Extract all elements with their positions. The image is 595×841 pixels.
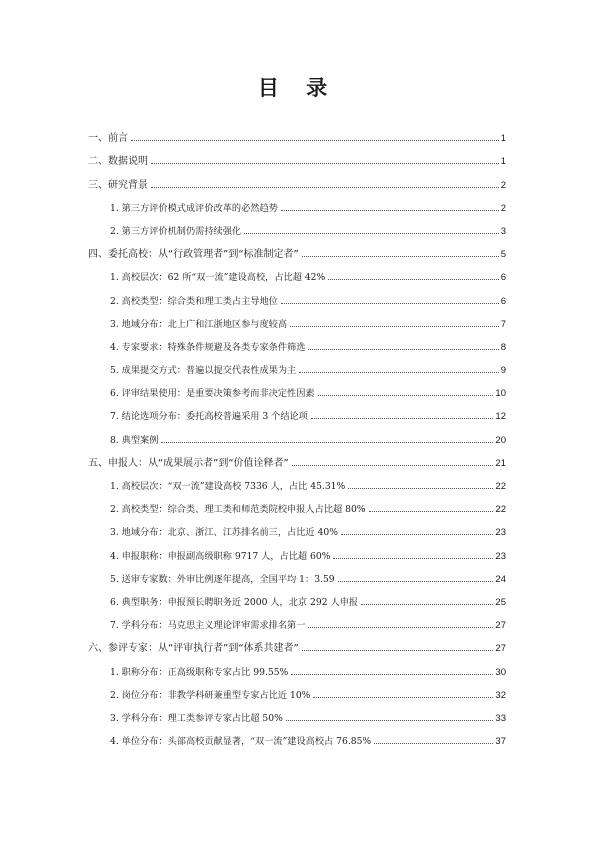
toc-section-entry[interactable] <box>88 241 506 264</box>
toc-section-entry[interactable] <box>88 148 506 171</box>
dot-leader <box>338 581 494 582</box>
dot-leader <box>151 163 499 164</box>
toc-page-number: 21 <box>495 457 506 469</box>
toc-section-entry[interactable] <box>88 171 506 194</box>
toc-entry-label: 3. 学科分布：理工类参评专家占比超 50% <box>110 712 283 724</box>
toc-entry-label: 一、前言 <box>88 133 128 145</box>
dot-leader <box>302 256 499 257</box>
toc-section-entry[interactable] <box>88 635 506 658</box>
toc-entry-label: 2. 第三方评价机制仍需持续强化 <box>110 225 242 237</box>
toc-page-number: 22 <box>495 481 506 492</box>
dot-leader <box>302 650 494 651</box>
toc-entry-label: 4. 专家要求：特殊条件规避及各类专家条件筛选 <box>110 341 306 353</box>
dot-leader <box>290 326 499 327</box>
dot-leader <box>281 303 499 304</box>
toc-entry-label: 3. 地域分布：北京、浙江、江苏排名前三，占比近 40% <box>110 527 338 539</box>
toc-page-number: 2 <box>500 179 506 191</box>
toc-subsection-entry[interactable] <box>88 357 506 380</box>
toc-subsection-entry[interactable] <box>88 542 506 565</box>
toc-subsection-entry[interactable] <box>88 705 506 728</box>
toc-entry-label: 3. 地域分布：北上广和江浙地区参与度较高 <box>110 318 288 330</box>
toc-entry-label: 4. 单位分布：头部高校贡献显著，“双一流”建设高校占 76.85% <box>110 736 372 748</box>
toc-page-number: 27 <box>495 620 506 632</box>
dot-leader <box>348 488 493 489</box>
toc-entry-label: 5. 送审专家数：外审比例逐年提高，全国平均 1：3.59 <box>110 573 335 585</box>
toc-page-number: 30 <box>495 666 506 678</box>
toc-page-number: 24 <box>495 573 506 585</box>
toc-section-entry[interactable] <box>88 125 506 148</box>
toc-entry-label: 2. 高校类型：综合类、理工类和师范类院校申报人占比超 80% <box>110 504 366 516</box>
toc-page-number: 1 <box>500 133 506 145</box>
dot-leader <box>374 743 493 744</box>
toc-page-number: 2 <box>500 202 506 214</box>
dot-leader <box>333 558 493 559</box>
toc-subsection-entry[interactable] <box>88 473 506 496</box>
dot-leader <box>341 534 493 535</box>
toc-subsection-entry[interactable] <box>88 566 506 589</box>
toc-page-number: 3 <box>500 225 506 237</box>
dot-leader <box>281 210 499 211</box>
toc-entry-label: 1. 高校层次：62 所“双一流”建设高校，占比超 42% <box>110 272 326 284</box>
toc-entry-label: 1. 职称分布：正高级职称专家占比 99.55% <box>110 666 289 678</box>
toc-subsection-entry[interactable] <box>88 264 506 287</box>
dot-leader <box>308 627 493 628</box>
toc-entry-label: 6. 评审结果使用：是重要决策参考而非决定性因素 <box>110 388 315 400</box>
dot-leader <box>286 720 494 721</box>
toc-entry-label: 1. 第三方评价模式成评价改革的必然趋势 <box>110 202 278 214</box>
toc-entry-label: 4. 申报职称：申报副高级职称 9717 人，占比超 60% <box>110 550 331 562</box>
toc-subsection-entry[interactable] <box>88 589 506 612</box>
dot-leader <box>131 140 499 141</box>
toc-subsection-entry[interactable] <box>88 519 506 542</box>
toc-entry-label: 7. 结论选项分布：委托高校普遍采用 3 个结论项 <box>110 411 308 423</box>
dot-leader <box>308 349 498 350</box>
toc-subsection-entry[interactable] <box>88 658 506 681</box>
toc-page-number: 1 <box>500 156 506 168</box>
dot-leader <box>361 604 493 605</box>
dot-leader <box>161 442 493 443</box>
toc-subsection-entry[interactable] <box>88 287 506 310</box>
dot-leader <box>328 279 498 280</box>
toc-page-number: 7 <box>500 318 506 330</box>
toc-page-number: 6 <box>500 295 506 307</box>
toc-page-number: 32 <box>495 689 506 701</box>
toc-entry-label: 1. 高校层次：“双一流”建设高校 7336 人，占比 45.31% <box>110 481 346 492</box>
toc-entry-label: 2. 高校类型：综合类和理工类占主导地位 <box>110 295 278 307</box>
toc-subsection-entry[interactable] <box>88 311 506 334</box>
toc-entry-label: 5. 成果提交方式：普遍以提交代表性成果为主 <box>110 365 297 377</box>
toc-page-number: 10 <box>495 388 506 400</box>
table-of-contents <box>88 125 506 751</box>
toc-subsection-entry[interactable] <box>88 380 506 403</box>
toc-page-number: 12 <box>495 411 506 423</box>
toc-subsection-entry[interactable] <box>88 218 506 241</box>
toc-entry-label: 五、申报人：从“成果展示者”到“价值诠释者” <box>88 457 289 469</box>
toc-subsection-entry[interactable] <box>88 728 506 751</box>
toc-subsection-entry[interactable] <box>88 403 506 426</box>
toc-page-number: 27 <box>495 643 506 655</box>
toc-page-number: 5 <box>500 249 506 261</box>
dot-leader <box>292 465 494 466</box>
toc-page-number: 23 <box>495 550 506 562</box>
dot-leader <box>311 418 493 419</box>
toc-subsection-entry[interactable] <box>88 496 506 519</box>
toc-entry-label: 6. 典型职务：申报预长聘职务近 2000 人，北京 292 人申报 <box>110 596 359 608</box>
toc-entry-label: 三、研究背景 <box>88 179 148 191</box>
toc-subsection-entry[interactable] <box>88 195 506 218</box>
toc-page-number: 23 <box>495 527 506 539</box>
dot-leader <box>369 511 494 512</box>
toc-page-number: 25 <box>495 596 506 608</box>
toc-page-number: 9 <box>500 365 506 377</box>
toc-subsection-entry[interactable] <box>88 612 506 635</box>
toc-entry-label: 六、参评专家：从“评审执行者”到“体系共建者” <box>88 643 299 655</box>
toc-page-number: 22 <box>495 504 506 516</box>
toc-entry-label: 二、数据说明 <box>88 156 148 168</box>
page-title: 目 录 <box>257 75 338 100</box>
toc-entry-label: 四、委托高校：从“行政管理者”到“标准制定者” <box>88 249 299 261</box>
dot-leader <box>299 372 498 373</box>
dot-leader <box>151 187 499 188</box>
toc-entry-label: 2. 岗位分布：非教学科研兼重型专家占比近 10% <box>110 689 311 701</box>
toc-page-number: 20 <box>495 434 506 446</box>
dot-leader <box>313 697 493 698</box>
toc-entry-label: 7. 学科分布：马克思主义理论评审需求排名第一 <box>110 620 306 632</box>
toc-subsection-entry[interactable] <box>88 426 506 449</box>
dot-leader <box>318 395 494 396</box>
toc-subsection-entry[interactable] <box>88 334 506 357</box>
toc-section-entry[interactable] <box>88 450 506 473</box>
dot-leader <box>291 674 493 675</box>
toc-page-number: 37 <box>495 736 506 748</box>
dot-leader <box>244 233 499 234</box>
toc-page-number: 8 <box>500 341 506 353</box>
toc-entry-label: 8. 典型案例 <box>110 434 159 446</box>
toc-page-number: 33 <box>495 712 506 724</box>
toc-page-number: 6 <box>500 272 506 284</box>
toc-subsection-entry[interactable] <box>88 682 506 705</box>
